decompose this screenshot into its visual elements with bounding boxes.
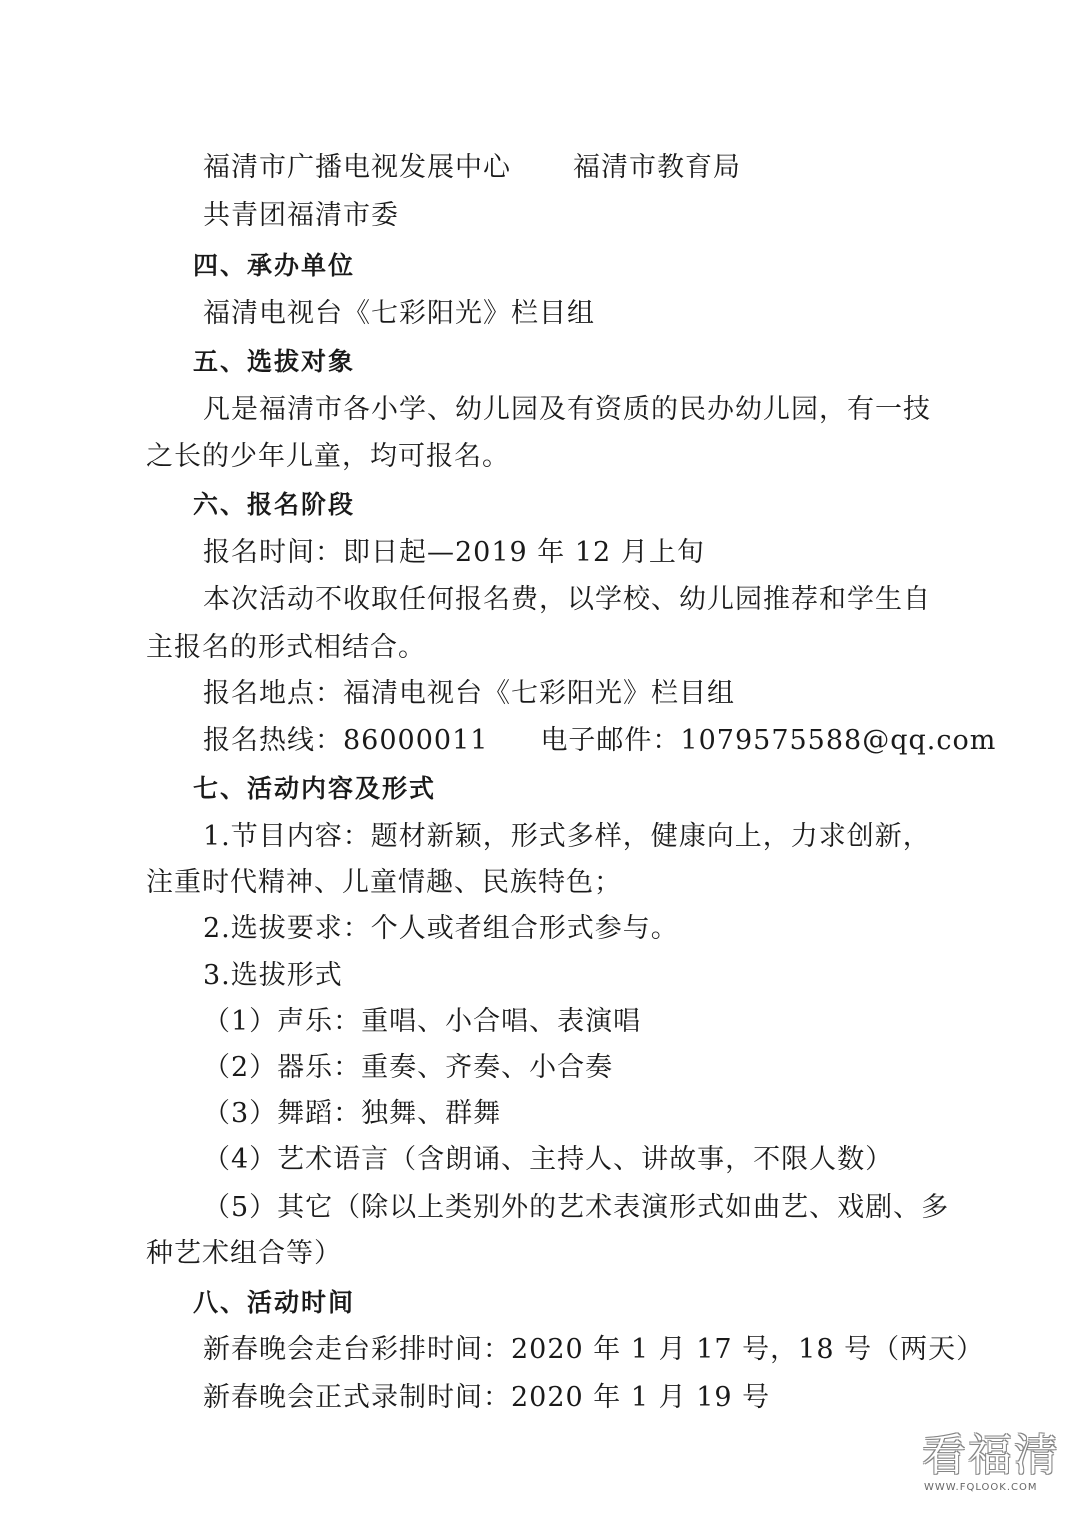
section-5-paragraph-line-1: 凡是福清市各小学、幼儿园及有资质的民办幼儿园，有一技 xyxy=(203,394,931,425)
form-other-line-2: 种艺术组合等） xyxy=(146,1238,342,1269)
form-instrumental: （2）器乐：重奏、齐奏、小合奏 xyxy=(203,1052,614,1083)
section-8-heading: 八、活动时间 xyxy=(193,1288,356,1317)
content-item-2: 2.选拔要求：个人或者组合形式参与。 xyxy=(203,913,679,944)
section-5-heading: 五、选拔对象 xyxy=(193,347,356,376)
registration-contact-line xyxy=(203,723,996,759)
registration-fee-line-1: 本次活动不收取任何报名费，以学校、幼儿园推荐和学生自 xyxy=(203,584,931,615)
content-item-3: 3.选拔形式 xyxy=(203,960,343,991)
section-4-heading: 四、承办单位 xyxy=(193,251,356,280)
organizer-line-1 xyxy=(203,150,741,186)
form-dance: （3）舞蹈：独舞、群舞 xyxy=(203,1098,502,1129)
content-item-1-line-2: 注重时代精神、儿童情趣、民族特色； xyxy=(146,867,622,898)
registration-hotline: 报名热线：86000011 xyxy=(203,725,489,756)
section-6-heading: 六、报名阶段 xyxy=(193,490,356,519)
section-5-paragraph-line-2: 之长的少年儿童，均可报名。 xyxy=(146,441,510,472)
form-other-line-1: （5）其它（除以上类别外的艺术表演形式如曲艺、戏剧、多 xyxy=(203,1192,950,1223)
organizer-youth-league: 共青团福清市委 xyxy=(203,200,399,231)
organizer-fuqing-broadcast-center: 福清市广播电视发展中心 xyxy=(203,152,511,183)
registration-place: 报名地点：福清电视台《七彩阳光》栏目组 xyxy=(203,678,735,709)
registration-email: 电子邮件：1079575588@qq.com xyxy=(540,725,997,756)
registration-time: 报名时间：即日起—2019 年 12 月上旬 xyxy=(203,537,705,568)
section-7-heading: 七、活动内容及形式 xyxy=(193,774,437,803)
section-4-text: 福清电视台《七彩阳光》栏目组 xyxy=(203,298,595,329)
registration-fee-line-2: 主报名的形式相结合。 xyxy=(146,632,426,663)
rehearsal-time: 新春晚会走台彩排时间：2020 年 1 月 17 号，18 号（两天） xyxy=(203,1334,985,1365)
watermark-url: WWW.FQLOOK.COM xyxy=(924,1482,1038,1493)
form-vocal: （1）声乐：重唱、小合唱、表演唱 xyxy=(203,1006,642,1037)
recording-time: 新春晚会正式录制时间：2020 年 1 月 19 号 xyxy=(203,1382,771,1413)
organizer-fuqing-education-bureau: 福清市教育局 xyxy=(573,152,741,183)
content-item-1-line-1: 1.节目内容：题材新颖，形式多样，健康向上，力求创新， xyxy=(203,821,931,852)
form-art-language: （4）艺术语言（含朗诵、主持人、讲故事，不限人数） xyxy=(203,1144,894,1175)
watermark-logo-text: 看福清 xyxy=(922,1430,1060,1481)
site-watermark xyxy=(918,1432,1068,1502)
